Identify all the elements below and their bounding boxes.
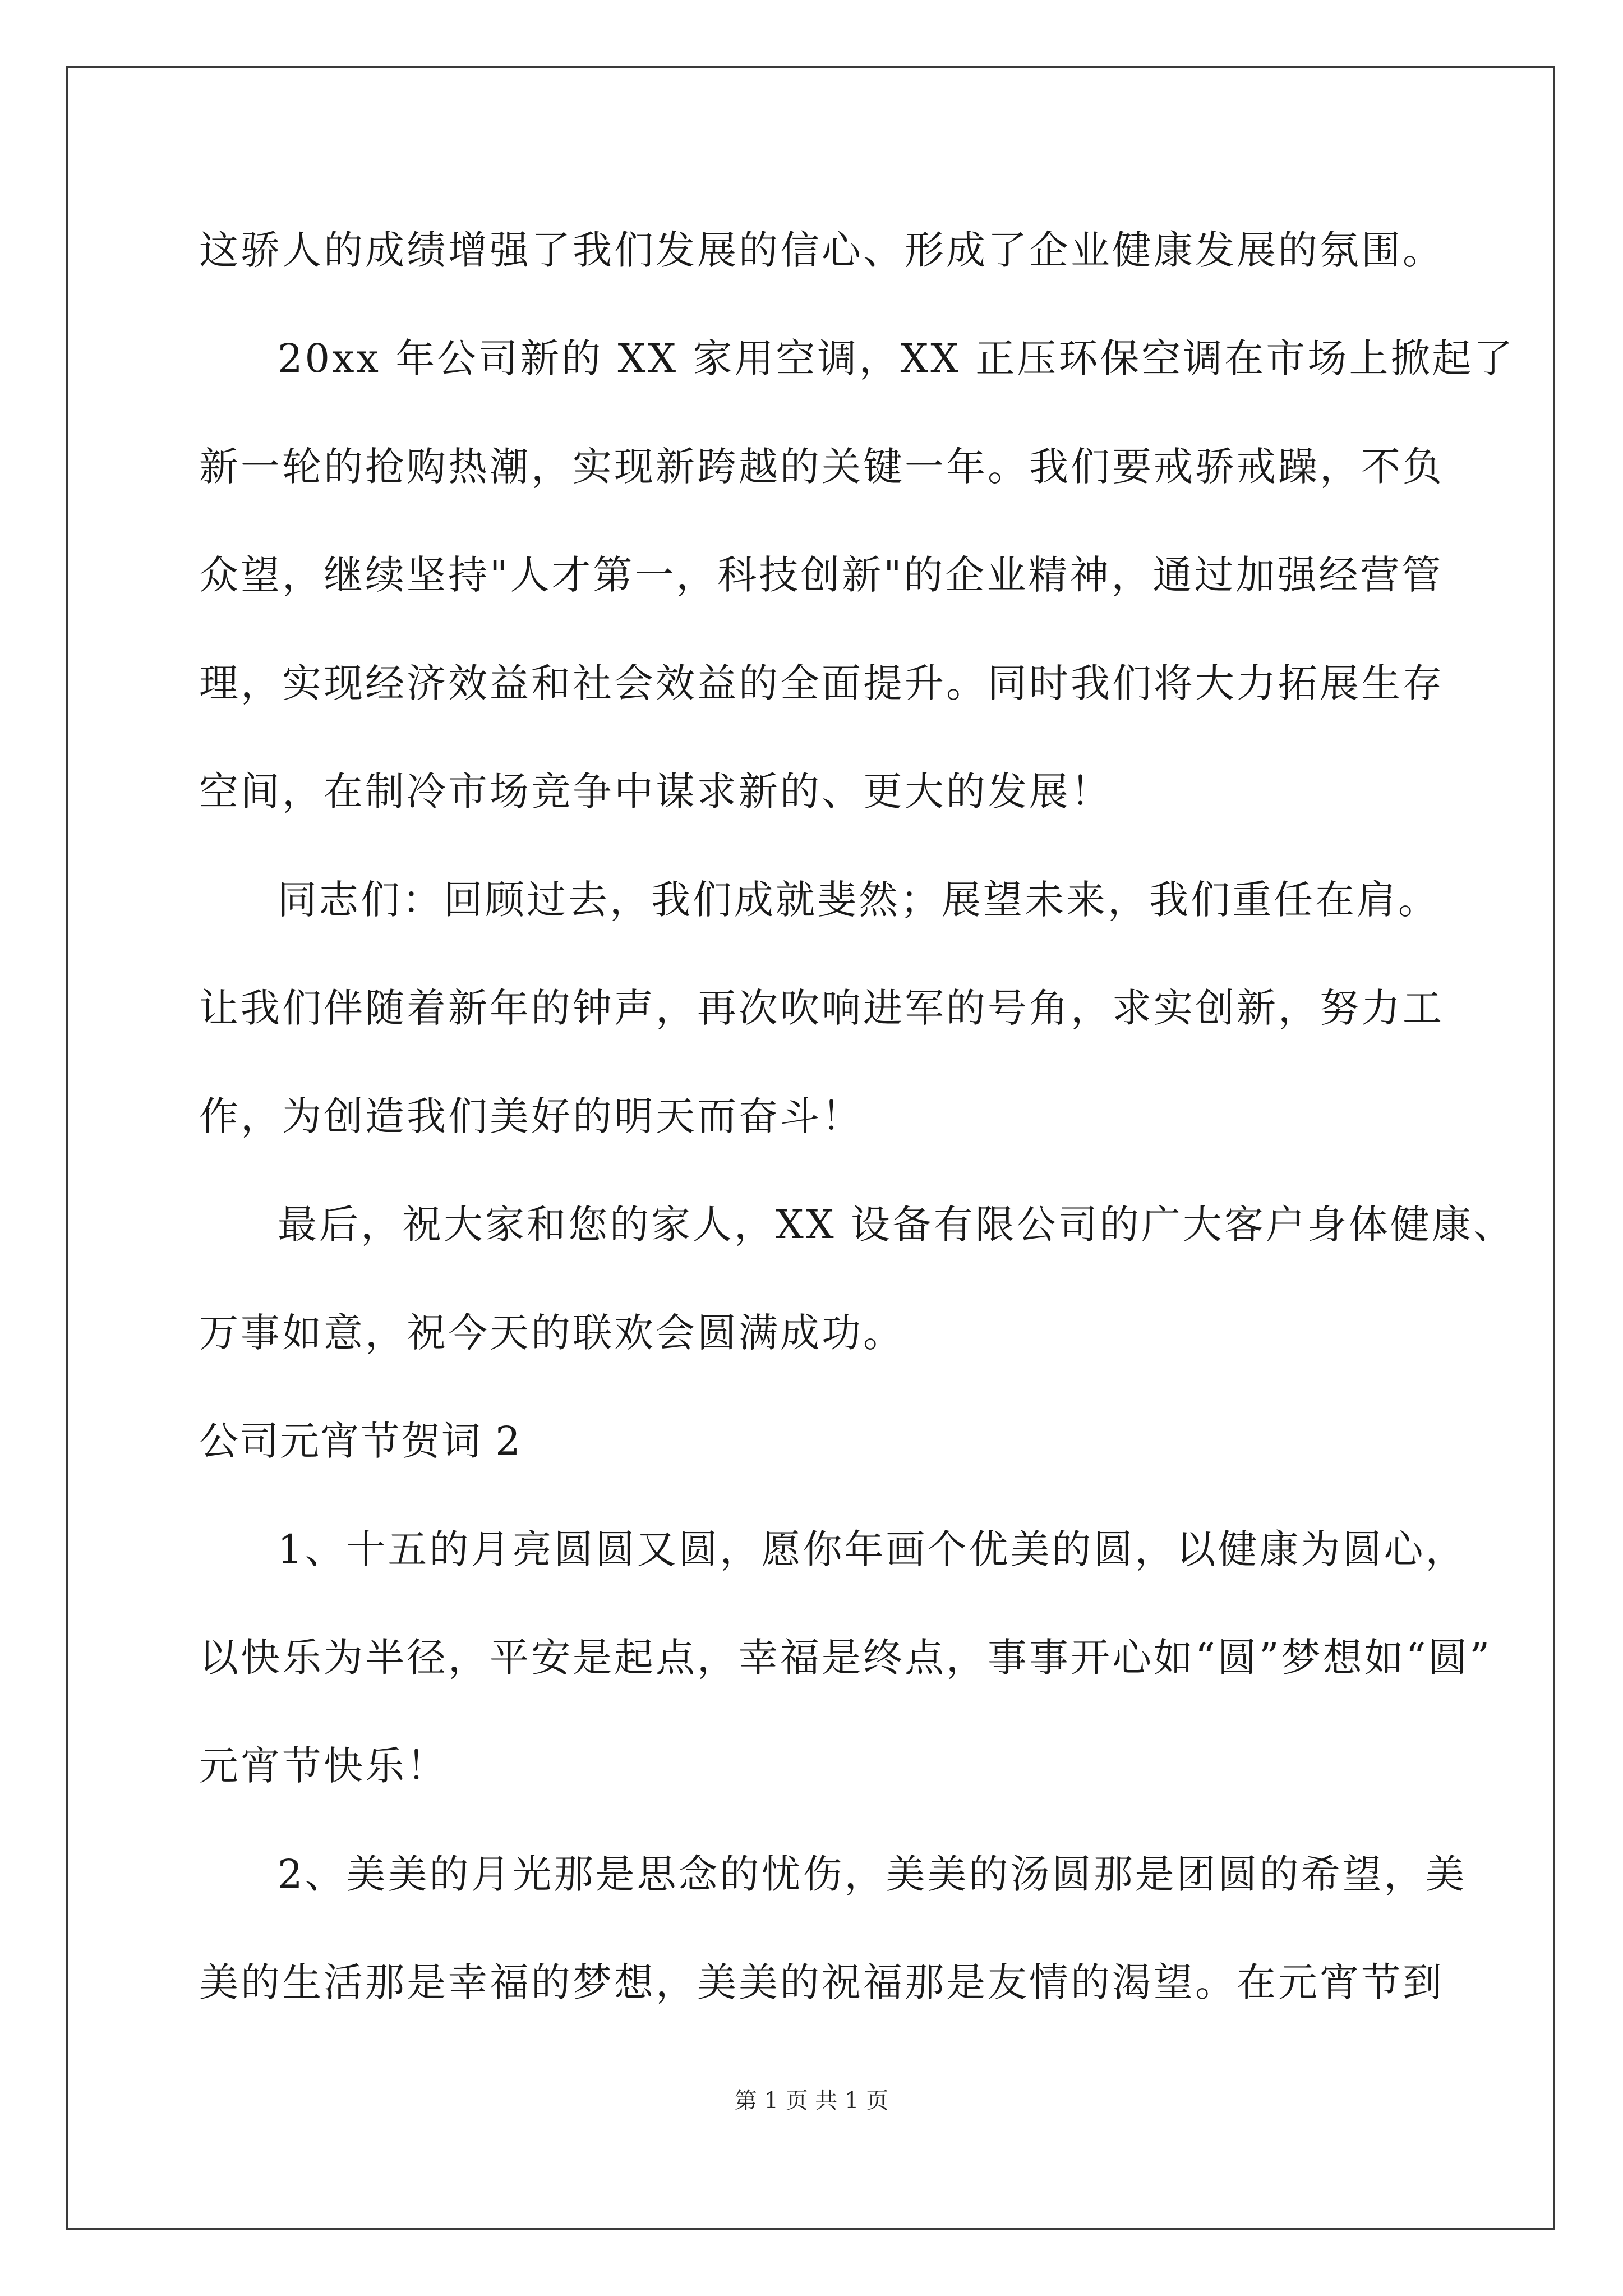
document-body — [199, 196, 1515, 2037]
section-heading: 公司元宵节贺词 2 — [199, 1418, 522, 1464]
text-line-10: 最后，祝大家和您的家人，XX 设备有限公司的广大客户身体健康、 — [278, 1202, 1515, 1248]
text-line-6: 空间，在制冷市场竞争中谋求新的、更大的发展！ — [199, 769, 1112, 815]
page-footer: 第 1 页 共 1 页 — [734, 2088, 889, 2114]
text-line-3: 新一轮的抢购热潮，实现新跨越的关键一年。我们要戒骄戒躁，不负 — [199, 444, 1444, 490]
text-line-9: 作，为创造我们美好的明天而奋斗！ — [199, 1093, 863, 1139]
text-line-2: 20xx 年公司新的 XX 家用空调，XX 正压环保空调在市场上掀起了 — [278, 335, 1515, 381]
text-line-7: 同志们：回顾过去，我们成就斐然；展望未来，我们重任在肩。 — [278, 877, 1440, 923]
text-line-1: 这骄人的成绩增强了我们发展的信心、形成了企业健康发展的氛围。 — [199, 227, 1444, 273]
text-line-11: 万事如意，祝今天的联欢会圆满成功。 — [199, 1310, 905, 1356]
text-line-15: 元宵节快乐！ — [199, 1743, 448, 1789]
text-line-5: 理，实现经济效益和社会效益的全面提升。同时我们将大力拓展生存 — [199, 660, 1444, 706]
text-line-13: 1、十五的月亮圆圆又圆，愿你年画个优美的圆，以健康为圆心， — [278, 1526, 1467, 1572]
text-line-17: 美的生活那是幸福的梦想，美美的祝福那是友情的渴望。在元宵节到 — [199, 1959, 1444, 2005]
text-line-16: 2、美美的月光那是思念的忧伤，美美的汤圆那是团圆的希望，美 — [278, 1851, 1467, 1897]
text-line-14: 以快乐为半径，平安是起点，幸福是终点，事事开心如“圆”梦想如“圆” — [199, 1635, 1492, 1681]
text-line-8: 让我们伴随着新年的钟声，再次吹响进军的号角，求实创新，努力工 — [199, 985, 1444, 1031]
text-line-4: 众望，继续坚持"人才第一，科技创新"的企业精神，通过加强经营管 — [199, 552, 1444, 598]
